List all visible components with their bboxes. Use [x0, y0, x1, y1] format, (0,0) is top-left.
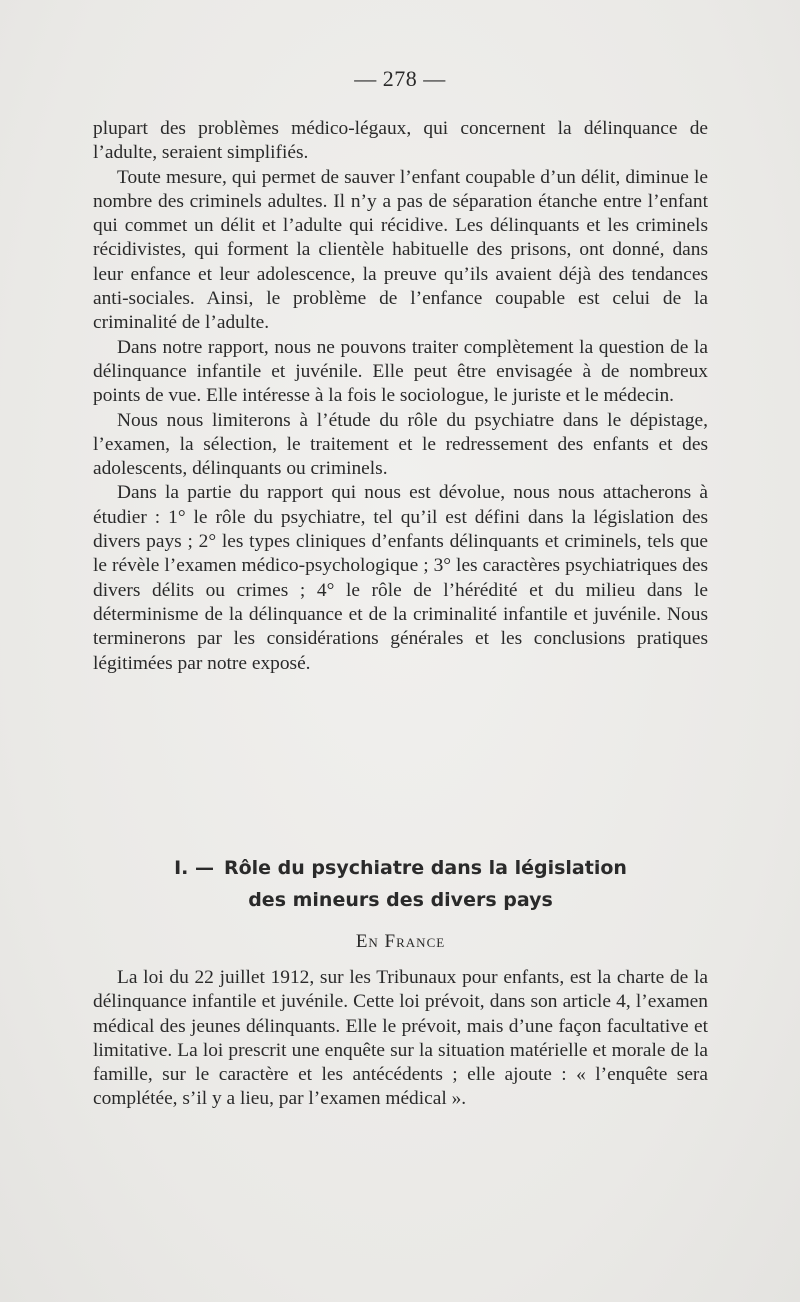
paragraph-3: Dans notre rapport, nous ne pouvons traiter complètement la question de la délinquance infantile et juvénile. Elle peut être envisagée à de nombreux points de vue. Elle intéresse à la fois le sociologue, le juriste et le médecin.	[93, 336, 708, 407]
section-heading-line-1	[93, 852, 708, 884]
paragraph-1: plupart des problèmes médico-légaux, qui concernent la délinquance de l’adulte, seraient simplifiés.	[93, 118, 708, 164]
body-text-section-2	[93, 966, 708, 1112]
paragraph-2: Toute mesure, qui permet de sauver l’enfant coupable d’un délit, diminue le nombre des criminels adultes. Il n’y a pas de séparation étanche entre l’enfant qui commet un délit et l’adulte qui récidive. Les délinquants et les criminels récidivistes, qui forment la clientèle habituelle des prisons, ont donné, dans leur enfance et leur adolescence, la preuve qu’ils avaient déjà des tendances anti-sociales. Ainsi, le problème de l’enfance coupable est celui de la criminalité de l’adulte.	[93, 166, 708, 334]
subheading-en-france: En France	[355, 931, 446, 952]
section-heading	[93, 852, 708, 916]
section-title-line-1: Rôle du psychiatre dans la législation	[223, 857, 627, 879]
paragraph-6: La loi du 22 juillet 1912, sur les Tribunaux pour enfants, est la charte de la délinquance infantile et juvénile. Cette loi prévoit, dans son article 4, l’examen médical des jeunes délinquants. Elle le prévoit, mais d’une façon facultative et limitative. La loi prescrit une enquête sur la situation matérielle et morale de la famille, sur le caractère et les antécédents ; elle ajoute : « l’enquête sera complétée, s’il y a lieu, par l’examen médical ».	[93, 967, 708, 1110]
paragraph-4: Nous nous limiterons à l’étude du rôle du psychiatre dans le dépistage, l’examen, la sélection, le traitement et le redressement des enfants et des adolescents, délinquants ou criminels.	[93, 409, 708, 480]
body-text-section-1	[93, 117, 708, 676]
section-number: I. —	[174, 857, 214, 879]
paragraph-5: Dans la partie du rapport qui nous est dévolue, nous nous attacherons à étudier : 1° le rôle du psychiatre, tel qu’il est défini dans la législation des divers pays ; 2° les types cliniques d’enfants délinquants et criminels, tels que le révèle l’examen médico-psychologique ; 3° les caractères psychiatriques des divers délits ou crimes ; 4° le rôle de l’hérédité et du milieu dans le déterminisme de la délinquance et de la criminalité infantile et juvénile. Nous terminerons par les considérations générales et les conclusions pratiques légitimées par notre exposé.	[93, 482, 708, 674]
section-title-line-2: des mineurs des divers pays	[248, 889, 553, 911]
page-number: — 278 —	[354, 66, 446, 91]
